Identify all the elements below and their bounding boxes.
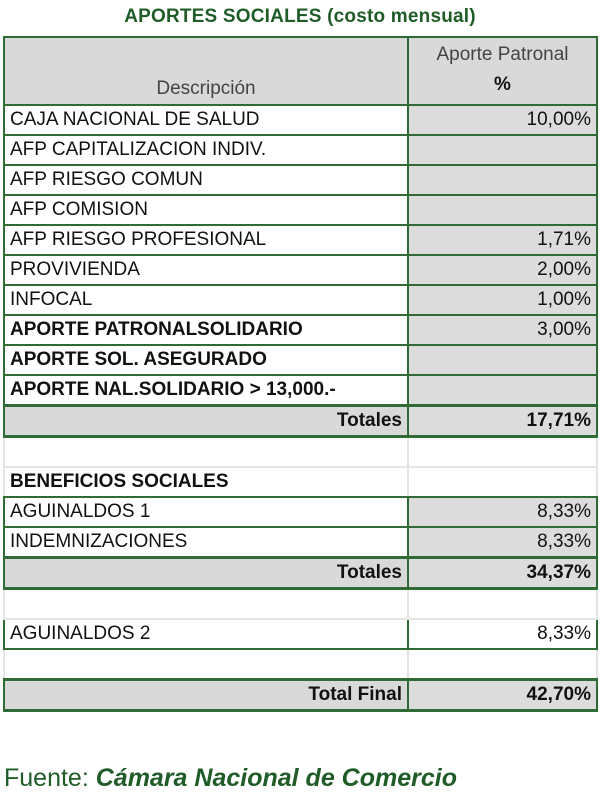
row-value [408, 345, 597, 375]
row-label: AFP CAPITALIZACION INDIV. [4, 135, 408, 165]
section-title: BENEFICIOS SOCIALES [4, 467, 408, 497]
row-value: 8,33% [408, 619, 597, 649]
row-value [408, 165, 597, 195]
totals-label: Totales [4, 406, 408, 437]
totals-value: 34,37% [408, 558, 597, 589]
table-row [4, 375, 597, 406]
row-label: AFP RIESGO COMUN [4, 165, 408, 195]
totals-row [4, 406, 597, 437]
row-value: 2,00% [408, 255, 597, 285]
source-org: Cámara Nacional de Comercio [95, 764, 457, 792]
section-header-row [4, 467, 597, 497]
totals-label: Totales [4, 558, 408, 589]
row-label: AFP RIESGO PROFESIONAL [4, 225, 408, 255]
table-row [4, 255, 597, 285]
row-label: AFP COMISION [4, 195, 408, 225]
totals-value: 17,71% [408, 406, 597, 437]
row-label: INFOCAL [4, 285, 408, 315]
table-row [4, 105, 597, 135]
row-label: INDEMNIZACIONES [4, 527, 408, 558]
table-row [4, 195, 597, 225]
header-row [4, 37, 597, 105]
spacer-row [4, 589, 597, 620]
table-row [4, 315, 597, 345]
source-prefix: Fuente: [4, 764, 89, 792]
row-label: CAJA NACIONAL DE SALUD [4, 105, 408, 135]
table-row [4, 345, 597, 375]
row-label: APORTE SOL. ASEGURADO [4, 345, 408, 375]
total-final-row [4, 680, 597, 711]
table-title: APORTES SOCIALES (costo mensual) [124, 6, 476, 27]
row-value: 8,33% [408, 497, 597, 527]
total-final-label: Total Final [4, 680, 408, 711]
table-row [4, 619, 597, 649]
totals-row [4, 558, 597, 589]
row-label: APORTE NAL.SOLIDARIO > 13,000.- [4, 375, 408, 406]
spacer-row [4, 649, 597, 680]
table-row [4, 527, 597, 558]
row-value: 8,33% [408, 527, 597, 558]
header-pct-symbol: % [494, 74, 511, 95]
table-row [4, 165, 597, 195]
table-row [4, 135, 597, 165]
row-value [408, 135, 597, 165]
row-value [408, 375, 597, 406]
spacer-row [4, 437, 597, 468]
row-value: 1,71% [408, 225, 597, 255]
row-value: 10,00% [408, 105, 597, 135]
row-label: AGUINALDOS 1 [4, 497, 408, 527]
header-descripcion: Descripción [4, 37, 408, 105]
row-value: 3,00% [408, 315, 597, 345]
header-aporte-patronal [408, 37, 597, 105]
row-label: APORTE PATRONALSOLIDARIO [4, 315, 408, 345]
row-value: 1,00% [408, 285, 597, 315]
table-row [4, 285, 597, 315]
source-note [4, 764, 457, 793]
table-row [4, 497, 597, 527]
contributions-table [3, 36, 598, 712]
row-value [408, 195, 597, 225]
table-row [4, 225, 597, 255]
header-aporte-label: Aporte Patronal [436, 44, 569, 65]
row-label: AGUINALDOS 2 [4, 619, 408, 649]
total-final-value: 42,70% [408, 680, 597, 711]
row-label: PROVIVIENDA [4, 255, 408, 285]
